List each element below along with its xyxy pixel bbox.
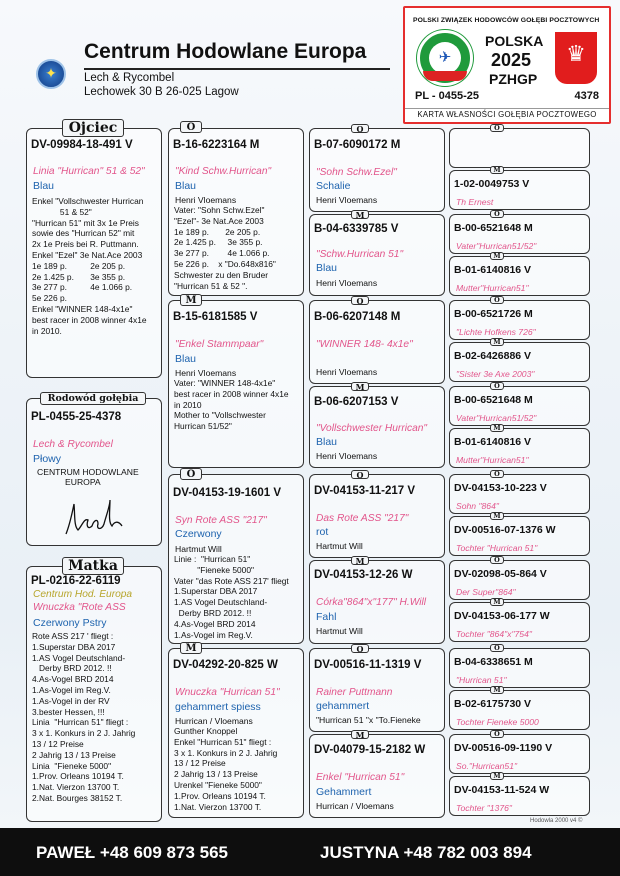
card-org: POLSKI ZWIĄZEK HODOWCÓW GOŁĘBI POCZTOWYCH bbox=[413, 17, 600, 24]
card-country: POLSKA bbox=[485, 33, 544, 49]
pigeon-color: Płowy bbox=[33, 453, 62, 465]
ancestor-g4-box bbox=[449, 128, 590, 168]
mff-box bbox=[309, 474, 445, 558]
ancestor-g4-tag: O bbox=[490, 470, 504, 478]
ancestor-g4-tag: M bbox=[490, 252, 504, 260]
ancestor-g4-box bbox=[449, 342, 590, 382]
pzhgp-logo bbox=[417, 30, 473, 86]
father-name: Linia "Hurrican" 51 & 52" bbox=[33, 166, 145, 177]
ancestor-g4-name: Mutter"Hurrican51" bbox=[456, 283, 529, 293]
ff-color: Blau bbox=[175, 180, 197, 192]
mmf-breeder: "Hurrican 51 "x "To.Fieneke bbox=[316, 715, 421, 725]
father-color: Blau bbox=[33, 180, 55, 192]
signature bbox=[60, 496, 130, 540]
ancestor-g4-name: "Lichte Hofkens 726" bbox=[456, 327, 536, 337]
ancestor-g4-tag: M bbox=[490, 166, 504, 174]
ff-breeder: Henri Vloemans bbox=[175, 195, 237, 205]
father-ring: DV-09984-18-491 V bbox=[31, 139, 133, 151]
fff-box bbox=[309, 128, 445, 212]
ancestor-g4-ring: B-04-6338651 M bbox=[454, 656, 533, 668]
mfm-ring: DV-04153-12-26 W bbox=[314, 569, 413, 581]
fm-ring: B-15-6181585 V bbox=[173, 311, 258, 323]
mmf-color: gehammert bbox=[316, 700, 370, 712]
ancestor-g4-tag: M bbox=[490, 512, 504, 520]
fmf-tag: O bbox=[351, 296, 369, 305]
mf-ring: DV-04153-19-1601 V bbox=[173, 487, 282, 499]
ownership-card bbox=[403, 6, 611, 124]
fmm-breeder: Henri Vloemans bbox=[316, 451, 378, 461]
mf-color: Czerwony bbox=[175, 528, 222, 540]
ancestor-g4-box bbox=[449, 170, 590, 210]
pigeon-name: Lech & Rycombel bbox=[33, 439, 113, 450]
ancestor-g4-name: "Hurrican 51" bbox=[456, 675, 507, 685]
ancestor-g4-ring: DV-00516-07-1376 W bbox=[454, 524, 556, 536]
mfm-tag: M bbox=[351, 556, 369, 565]
ancestor-g4-name: Th Ernest bbox=[456, 197, 494, 207]
father-desc: Enkel "Vollschwester Hurrican 51 & 52" "Hurrican 51" mit 3x 1e Preis sowie des "Hurrican 52" mit 2x 1e Preis bei R. Puttmann. Enkel "Ezel" 3e Nat.Ace 2003 1e 189 p. 2e 205 p. 2e 1.425 p. 3e 355 p. 3e 277 p. 4e 1.066 p. 5e 226 p. Enkel "WINNER 148-4x1e" best racer in 2008 winner 4x1e in 2010. bbox=[32, 196, 147, 336]
mmm-color: Gehammert bbox=[316, 786, 372, 798]
page-title: Centrum Hodowlane Europa bbox=[84, 40, 367, 63]
card-caption: KARTA WŁASNOŚCI GOŁĘBIA POCZTOWEGO bbox=[417, 110, 597, 119]
mmm-tag: M bbox=[351, 730, 369, 739]
mother-box bbox=[26, 566, 162, 822]
fff-ring: B-07-6090172 M bbox=[314, 139, 401, 151]
pedigree-label: Rodowód gołębia bbox=[40, 392, 146, 405]
mother-name: Wnuczka "Rote ASS bbox=[33, 602, 126, 613]
card-abbr: PZHGP bbox=[489, 71, 538, 87]
ancestor-g4-tag: O bbox=[490, 124, 504, 132]
fff-tag: O bbox=[351, 124, 369, 133]
mf-tag: O bbox=[180, 468, 202, 480]
mmm-name: Enkel "Hurrican 51" bbox=[316, 772, 405, 783]
ancestor-g4-name: Vater"Hurrican51/52" bbox=[456, 413, 537, 423]
mm-breeder: Hurrican / Vloemans bbox=[175, 716, 253, 726]
card-number: 4378 bbox=[574, 90, 599, 102]
ffm-box bbox=[309, 214, 445, 296]
ancestor-g4-box bbox=[449, 516, 590, 556]
ancestor-g4-ring: B-00-6521726 M bbox=[454, 308, 533, 320]
ffm-name: "Schw.Hurrican 51" bbox=[316, 249, 404, 260]
ancestor-g4-tag: M bbox=[490, 424, 504, 432]
ancestor-g4-name: So."Hurrican51" bbox=[456, 761, 518, 771]
ancestor-g4-ring: B-01-6140816 V bbox=[454, 436, 532, 448]
ancestor-g4-ring: B-00-6521648 M bbox=[454, 394, 533, 406]
mfm-name: Córka"864"x"177" H.Will bbox=[316, 597, 427, 608]
ancestor-g4-box bbox=[449, 648, 590, 688]
fm-desc: Vater: "WINNER 148-4x1e" best racer in 2008 winner 4x1e in 2010 Mother to "Vollschwester Hurrican 51/52" bbox=[174, 378, 289, 432]
ancestor-g4-box bbox=[449, 560, 590, 600]
fff-color: Schalie bbox=[316, 180, 351, 192]
mfm-color: Fahl bbox=[316, 611, 337, 623]
ancestor-g4-name: Vater"Hurrican51/52" bbox=[456, 241, 537, 251]
fm-box bbox=[168, 300, 304, 468]
mfm-box bbox=[309, 560, 445, 644]
version-label: Hodowla 2000 v4 © bbox=[530, 818, 583, 824]
ff-desc: Vater: "Sohn Schw.Ezel" "Ezel"- 3e Nat.Ace 2003 1e 189 p. 2e 205 p. 2e 1.425 p. 3e 355 p. 3e 277 p. 4e 1.066 p. 5e 226 p. x "Do.648x816" Schwester zu den Bruder "Hurrican 51 & 52 ". bbox=[174, 205, 276, 291]
fmf-breeder: Henri Vloemans bbox=[316, 367, 378, 377]
ancestor-g4-name: Tochter "Hurrican 51" bbox=[456, 543, 538, 553]
mmf-tag: O bbox=[351, 644, 369, 653]
ancestor-g4-box bbox=[449, 734, 590, 774]
fmf-box bbox=[309, 300, 445, 384]
ancestor-g4-box bbox=[449, 776, 590, 816]
ancestor-g4-ring: DV-00516-09-1190 V bbox=[454, 742, 553, 754]
ff-box bbox=[168, 128, 304, 296]
fmm-ring: B-06-6207153 V bbox=[314, 396, 399, 408]
mmm-breeder: Hurrican / Vloemans bbox=[316, 801, 394, 811]
fm-name: "Enkel Stammpaar" bbox=[175, 339, 264, 350]
fmm-tag: M bbox=[351, 382, 369, 391]
mmf-box bbox=[309, 648, 445, 732]
card-ring: PL - 0455-25 bbox=[415, 90, 480, 102]
ancestor-g4-tag: O bbox=[490, 296, 504, 304]
mf-desc: Linie : "Hurrican 51" "Fieneke 5000" Vater "das Rote ASS 217' fliegt 1.Superstar DBA 2017 1.AS Vogel Deutschland- Derby BRD 2012. !! 4.As-Vogel BRD 2014 1.As-Vogel im Reg.V. bbox=[174, 554, 289, 640]
ancestor-g4-tag: M bbox=[490, 338, 504, 346]
ffm-color: Blau bbox=[316, 262, 338, 274]
ancestor-g4-ring: B-01-6140816 V bbox=[454, 264, 532, 276]
ancestor-g4-tag: O bbox=[490, 730, 504, 738]
ffm-ring: B-04-6339785 V bbox=[314, 223, 399, 235]
fmm-color: Blau bbox=[316, 436, 338, 448]
ancestor-g4-ring: DV-02098-05-864 V bbox=[454, 568, 547, 580]
mother-label: Matka bbox=[62, 557, 124, 575]
owner-address: Lechowek 30 B 26-025 Lagow bbox=[84, 86, 239, 98]
ancestor-g4-box bbox=[449, 474, 590, 514]
ancestor-g4-box bbox=[449, 214, 590, 254]
ancestor-g4-name: Der Super"864" bbox=[456, 587, 516, 597]
mff-breeder: Hartmut Will bbox=[316, 541, 363, 551]
ancestor-g4-name: Mutter"Hurrican51" bbox=[456, 455, 529, 465]
ancestor-g4-box bbox=[449, 386, 590, 426]
ancestor-g4-tag: M bbox=[490, 686, 504, 694]
ff-tag: O bbox=[180, 121, 202, 133]
fm-breeder: Henri Vloemans bbox=[175, 368, 237, 378]
fff-breeder: Henri Vloemans bbox=[316, 195, 378, 205]
pigeon-icon: ✈ bbox=[438, 48, 452, 66]
ancestor-g4-box bbox=[449, 690, 590, 730]
ancestor-g4-tag: M bbox=[490, 598, 504, 606]
fmf-ring: B-06-6207148 M bbox=[314, 311, 401, 323]
ffm-breeder: Henri Vloemans bbox=[316, 278, 378, 288]
ancestor-g4-ring: B-02-6175730 V bbox=[454, 698, 532, 710]
father-box bbox=[26, 128, 162, 378]
pigeon-breeder-2: EUROPA bbox=[65, 477, 101, 487]
ff-name: "Kind Schw.Hurrican" bbox=[175, 166, 272, 177]
fm-color: Blau bbox=[175, 353, 197, 365]
ancestor-g4-name: Tochter Fieneke 5000 bbox=[456, 717, 539, 727]
ffm-tag: M bbox=[351, 210, 369, 219]
mf-name: Syn Rote ASS "217" bbox=[175, 515, 267, 526]
ancestor-g4-ring: DV-04153-10-223 V bbox=[454, 482, 547, 494]
pigeon-breeder-1: CENTRUM HODOWLANE bbox=[37, 467, 139, 477]
mff-tag: O bbox=[351, 470, 369, 479]
father-label: Ojciec bbox=[62, 119, 124, 137]
fff-name: "Sohn Schw.Ezel" bbox=[316, 167, 397, 178]
mother-color: Czerwony Pstry bbox=[33, 617, 107, 629]
mmf-ring: DV-00516-11-1319 V bbox=[314, 659, 422, 671]
card-year: 2025 bbox=[491, 50, 532, 70]
ancestor-g4-box bbox=[449, 300, 590, 340]
eagle-emblem-icon: ♛ bbox=[555, 32, 597, 84]
phone-pawel: PAWEŁ +48 609 873 565 bbox=[36, 843, 229, 862]
mff-ring: DV-04153-11-217 V bbox=[314, 485, 416, 497]
phone-justyna: JUSTYNA +48 782 003 894 bbox=[320, 843, 532, 862]
ancestor-g4-name: Tochter "1376" bbox=[456, 803, 512, 813]
owner-name: Lech & Rycombel bbox=[84, 72, 175, 84]
mmm-box bbox=[309, 734, 445, 818]
fmf-name: "WINNER 148- 4x1e" bbox=[316, 339, 413, 350]
mother-desc: Rote ASS 217 ' fliegt : 1.Superstar DBA 2017 1.AS Vogel Deutschland- Derby BRD 2012. !! 4.As-Vogel BRD 2014 1.As-Vogel im Reg.V. 1.As-Vogel in der RV 3.bester Hessen, !!! Linia "Hurrican 51" fliegt : 3 x 1. Konkurs in 2 J. Jahrig 13 / 12 Preise 2 Jahrig 13 / 13 Preise Linia "Fieneke 5000" 1.Prov. Orleans 10194 T. 1.Nat. Vierzon 13700 T. 2.Nat. Bourges 38152 T. bbox=[32, 631, 136, 803]
ancestor-g4-ring: 1-02-0049753 V bbox=[454, 178, 530, 190]
ancestor-g4-tag: O bbox=[490, 556, 504, 564]
mfm-breeder: Hartmut Will bbox=[316, 626, 363, 636]
ancestor-g4-ring: B-02-6426886 V bbox=[454, 350, 532, 362]
mm-tag: M bbox=[180, 642, 202, 654]
pigeon-ring: PL-0455-25-4378 bbox=[31, 411, 122, 423]
mmf-name: Rainer Puttmann bbox=[316, 687, 393, 698]
mm-ring: DV-04292-20-825 W bbox=[173, 659, 278, 671]
mff-color: rot bbox=[316, 526, 329, 538]
mf-box bbox=[168, 474, 304, 644]
fmm-box bbox=[309, 386, 445, 468]
mm-name: Wnuczka "Hurrican 51" bbox=[175, 687, 280, 698]
mff-name: Das Rote ASS "217" bbox=[316, 513, 409, 524]
ancestor-g4-ring: B-00-6521648 M bbox=[454, 222, 533, 234]
ancestor-g4-box bbox=[449, 256, 590, 296]
ancestor-g4-ring: DV-04153-11-524 W bbox=[454, 784, 550, 796]
mother-ring: PL-0216-22-6119 bbox=[31, 575, 121, 587]
ancestor-g4-box bbox=[449, 428, 590, 468]
ancestor-g4-tag: O bbox=[490, 210, 504, 218]
title-underline bbox=[84, 68, 390, 70]
fmm-name: "Vollschwester Hurrican" bbox=[316, 423, 428, 434]
mf-breeder: Hartmut Will bbox=[175, 544, 222, 554]
club-logo bbox=[36, 59, 66, 89]
ancestor-g4-box bbox=[449, 602, 590, 642]
ff-ring: B-16-6223164 M bbox=[173, 139, 260, 151]
mm-color: gehammert spiess bbox=[175, 701, 261, 713]
mm-desc: Gunther Knoppel Enkel "Hurrican 51" fliegt : 3 x 1. Konkurs in 2 J. Jahrig 13 / 12 Preise 2 Jahrig 13 / 13 Preise Urenkel "Fieneke 5000" 1.Prov. Orleans 10194 T. 1.Nat. Vierzon 13700 T. bbox=[174, 726, 278, 812]
star-icon: ✦ bbox=[45, 66, 57, 82]
fm-tag: M bbox=[180, 294, 202, 306]
ancestor-g4-name: Sohn "864" bbox=[456, 501, 499, 511]
mm-box bbox=[168, 648, 304, 818]
ancestor-g4-tag: M bbox=[490, 772, 504, 780]
ancestor-g4-name: "Sister 3e Axe 2003" bbox=[456, 369, 535, 379]
ancestor-g4-name: Tochter "864"x"754" bbox=[456, 629, 532, 639]
mmm-ring: DV-04079-15-2182 W bbox=[314, 744, 426, 756]
ancestor-g4-tag: O bbox=[490, 382, 504, 390]
ancestor-g4-ring: DV-04153-06-177 W bbox=[454, 610, 550, 622]
ancestor-g4-tag: O bbox=[490, 644, 504, 652]
mother-breeder: Centrum Hod. Europa bbox=[33, 589, 133, 600]
